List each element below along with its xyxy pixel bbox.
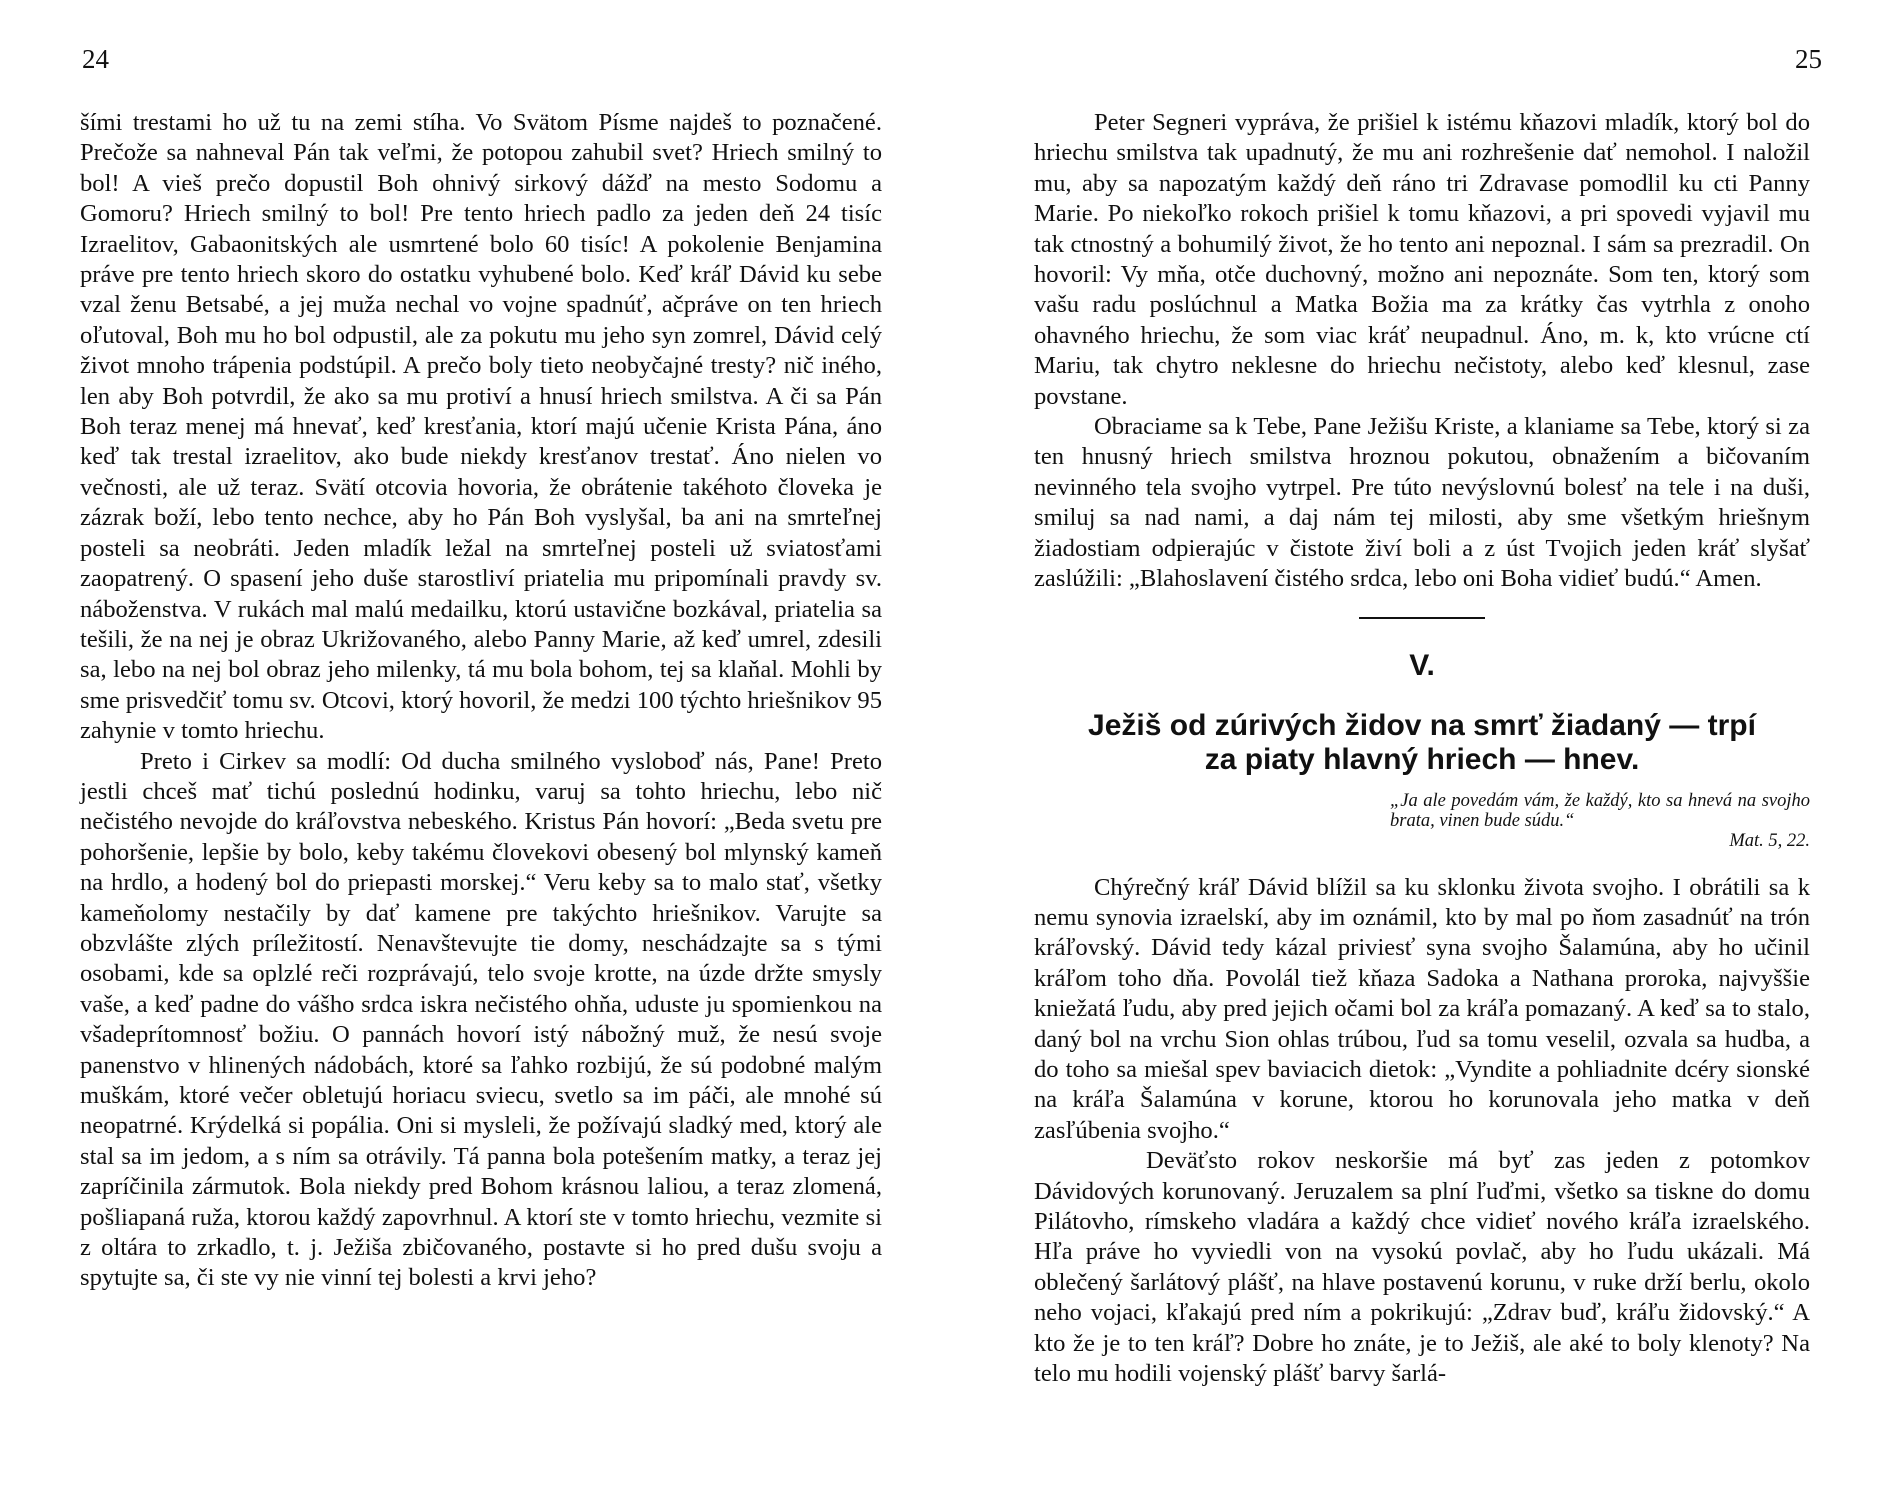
epigraph [1390,791,1810,851]
section-divider [1359,617,1485,619]
left-paragraph-1: šími trestami ho už tu na zemi stíha. Vo Svätom Písme najdeš to poznačené. Prečože sa nahneval Pán tak veľmi, že potopou zahubil svet? Hriech smilný to bol! A vieš prečo dopustil Boh ohnivý sirkový dážď na mesto Sodomu a Gomoru? Hriech smilný to bol! Pre tento hriech padlo za jeden deň 24 tisíc Izraelitov, Gabaonitských ale usmrtené bolo 60 tisíc! A pokolenie Benjamina práve pre tento hriech skoro do ostatku vyhubené bolo. Keď kráľ Dávid ku sebe vzal ženu Betsabé, a jej muža nechal vo vojne spadnúť, ačpráve on ten hriech oľutoval, Boh mu ho bol odpustil, ale za pokutu mu jeho syn zomrel, Dávid celý život mnoho trápenia podstúpil. A prečo boly tieto neobyčajné tresty? nič iného, len aby Boh potvrdil, že ako sa mu protiví a hnusí hriech smilstva. A či sa Pán Boh teraz menej má hnevať, keď kresťania, ktorí majú učenie Krista Pána, áno keď tak trestal izraelitov, ako bude niekdy kresťanov trestať. Áno nielen vo večnosti, ale už teraz. Svätí otcovia hovoria, že obrátenie takéhoto človeka je zázrak boží, lebo tento nechce, aby ho Pán Boh vyslyšal, ba ani na smrteľnej posteli sa neobráti. Jeden mladík ležal na smrteľnej posteli už sviatosťami zaopatrený. O spasení jeho duše starostliví priatelia mu pripomínali pravdy sv. náboženstva. V rukách mal malú medailku, ktorú ustavične bozkával, priatelia sa tešili, že na nej je obraz Ukrižovaného, alebo Panny Marie, až keď umrel, zdesili sa, lebo na nej bol obraz jeho milenky, tá mu bola bohom, tej sa klaňal. Mohli by sme prisvedčiť tomu sv. Otcovi, ktorý hovoril, že medzi 100 týchto hriešnikov 95 zahynie v tomto hriechu. [80,109,882,745]
left-paragraph-2: Preto i Cirkev sa modlí: Od ducha smilného vysloboď nás, Pane! Preto jestli chceš mať tichú poslednú hodinku, varuj sa tohto hriechu, lebo nič nečistého nevojde do kráľovstva nebeského. Kristus Pán hovorí: „Beda svetu pre pohoršenie, lepšie by bolo, keby takému človekovi obesený bol mlynský kameň na hrdlo, a hodený bol do priepasti morskej.“ Veru keby sa to malo stať, všetky kameňolomy nestačily by dať kamene pre takýchto hriešnikov. Varujte sa obzvlášte zlých príležitostí. Nenavštevujte tie domy, neschádzajte sa s tými osobami, kde sa oplzlé reči rozprávajú, telo svoje krotte, na úzde držte smysly vaše, a keď padne do vášho srdca iskra nečistého ohňa, uduste ju spomienkou na všadeprítomnosť božiu. O pannách hovorí istý nábožný muž, že nesú svoje panenstvo v hlinených nádobách, ktoré sa ľahko rozbijú, že sú podobné malým muškám, ktoré večer obletujú horiacu sviecu, svetlo sa im páči, ale mnohé sú neopatrné. Krýdelká si popália. Oni si mysleli, že požívajú sladký med, ktorý ale stal sa im jedom, a s ním sa otrávily. Tá panna bola potešením matky, a teraz jej zapríčinila zármutok. Bola niekdy pred Bohom krásnou laliou, a teraz zlomená, pošliapaná ruža, ktorou každý zapovrhnul. A ktorí ste v tomto hriechu, vezmite si z oltára to zrkadlo, t. j. Ježiša zbičovaného, postavte si ho pred dušu svoju a spytujte sa, či ste vy nie vinní tej bolesti a krvi jeho? [80,747,882,1292]
page-number-left: 24 [82,44,109,74]
epigraph-text: „Ja ale povedám vám, že každý, kto sa hnevá na svojho brata, vinen bude súdu.“ [1390,790,1810,831]
chapter-paragraph-1: Chýrečný kráľ Dávid blížil sa ku sklonku života svojho. I obrátili sa k nemu synovia izraelskí, aby im oznámil, kto by mal po ňom zasadnúť na trón kráľovský. Dávid tedy kázal priviesť syna svojho Šalamúna, aby ho učinil kráľom toho dňa. Povolál tiež kňaza Sadoka a Nathana proroka, najvyššie kniežatá ľudu, aby pred jejich očami bol za kráľa pomazaný. A keď sa to stalo, daný bol na vrchu Sion ohlas trúbou, ľud sa tomu veselil, ozvala sa hudba, a do toho sa miešal spev baviacich dietok: „Vyndite a pohliadnite dcéry sionské na kráľa Šalamúna v korune, ktorou ho korunovala jeho matka v deň zasľúbenia svojho.“ [1034,873,1810,1144]
right-text-column [1034,108,1810,1389]
left-text-column [80,108,882,1294]
right-page [952,0,1904,1500]
chapter-title-line-2: za piaty hlavný hriech — hnev. [1204,742,1640,776]
chapter-title [1034,709,1810,777]
right-paragraph-2: Obraciame sa k Tebe, Pane Ježišu Kriste, a klaniame sa Tebe, ktorý si za ten hnusný hriech smilstva hroznou pokutou, obnažením a bičovaním nevinného tela svojho vytrpel. Pre túto nevýslovnú bolesť na tele i na duši, smiluj sa nad nami, a daj nám tej milosti, aby sme všetkým hriešnym žiadostiam odpierajúc v čistote živí boli a z úst Tvojich jeden kráť slyšať zaslúžili: „Blahoslavení čistého srdca, lebo oni Boha vidieť budú.“ Amen. [1034,413,1810,593]
chapter-number: V. [1409,648,1435,682]
epigraph-reference: Mat. 5, 22. [1729,830,1810,851]
page-number-right: 25 [1795,44,1822,74]
right-paragraph-1: Peter Segneri vypráva, že prišiel k istému kňazovi mladík, ktorý bol do hriechu smilstva tak upadnutý, že mu ani rozhrešenie dať nemohol. I naložil mu, aby sa napozatým každý deň ráno tri Zdravase pomodlil ku cti Panny Marie. Po niekoľko rokoch prišiel k tomu kňazovi, a pri spovedi vyjavil mu tak ctnostný a bohumilý život, že ho tento ani nepoznal. I sám sa prezradil. On hovoril: Vy mňa, otče duchovný, možno ani nepoznáte. Som ten, ktorý som vašu radu poslúchnul a Matka Božia ma za krátky čas vytrhla z onoho ohavného hriechu, že som viac kráť neupadnul. Áno, m. k, kto vrúcne ctí Mariu, tak chytro neklesne do hriechu nečistoty, alebo keď klesnul, zase povstane. [1034,109,1810,410]
chapter-paragraph-2: Deväťsto rokov neskoršie má byť zas jeden z potomkov Dávidových korunovaný. Jeruzalem sa plní ľuďmi, všetko sa tiskne do domu Pilátovho, rímskeho vladára a každý chce vidieť nového kráľa izraelského. Hľa práve ho vyviedli von na vysokú povlač, aby ho ľudu ukázali. Má oblečený šarlátový plášť, na hlave postavenú korunu, v ruke drží berlu, okolo neho vojaci, kľakajú pred ním a pokrikujú: „Zdrav buď, kráľu židovský.“ A kto že je to ten kráľ? Dobre ho znáte, je to Ježiš, ale aké to boly klenoty? Na telo mu hodili vojenský plášť barvy šarlá- [1034,1147,1810,1387]
chapter-title-line-1: Ježiš od zúrivých židov na smrť žiadaný — trpí [1088,708,1756,742]
